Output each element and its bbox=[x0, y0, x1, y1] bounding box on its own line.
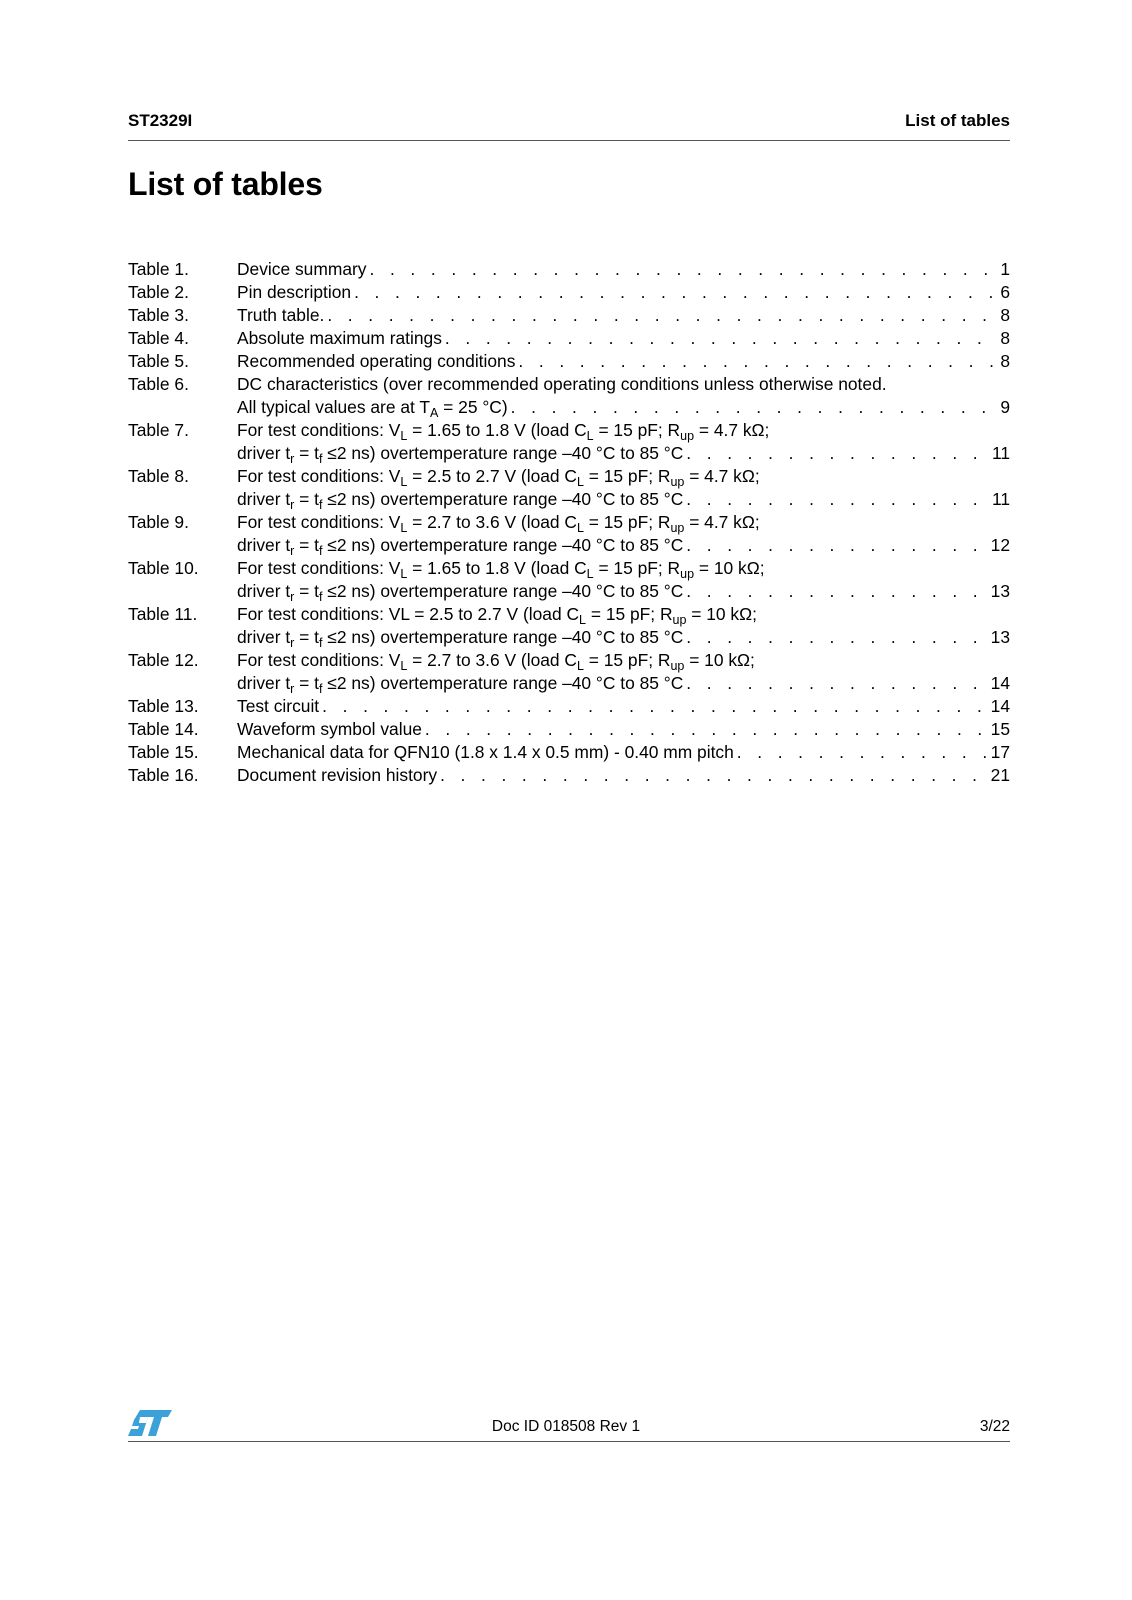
footer-doc-id: Doc ID 018508 Rev 1 bbox=[491, 1418, 641, 1435]
toc-entry-label: Table 9. bbox=[128, 512, 189, 532]
toc-entry-label: Table 8. bbox=[128, 466, 189, 486]
toc-entry-title: Waveform symbol value bbox=[237, 719, 422, 739]
toc-entry[interactable] bbox=[128, 718, 1010, 741]
toc-entry-title-line1: For test conditions: $V_L = 2.5$ to 2.7 V (load $C_L = 15$ pF; $R_{up} = 4.7$ kΩ; bbox=[237, 466, 760, 489]
toc-entry[interactable] bbox=[128, 373, 1010, 419]
dot-leader bbox=[511, 396, 998, 419]
page-title: List of tables bbox=[128, 166, 323, 202]
toc-entry-page: 13 bbox=[990, 627, 1010, 647]
toc-entry[interactable] bbox=[128, 557, 1010, 603]
toc-entry-label: Table 14. bbox=[128, 719, 199, 739]
dot-leader bbox=[686, 672, 987, 695]
dot-leader bbox=[440, 764, 988, 787]
dot-leader bbox=[686, 534, 987, 557]
toc-entry[interactable] bbox=[128, 649, 1010, 695]
dot-leader bbox=[425, 718, 988, 741]
toc-entry-page: 8 bbox=[1000, 328, 1010, 348]
toc-entry-label: Table 4. bbox=[128, 328, 189, 348]
dot-leader bbox=[518, 350, 997, 373]
dot-leader bbox=[737, 741, 988, 764]
toc-entry-title-line2: driver $t_r = t_f \le 2$ ns) overtemperature range –40 °C to 85 °C bbox=[237, 673, 684, 696]
toc-entry-label: Table 11. bbox=[128, 604, 198, 624]
toc-entry-page: 14 bbox=[990, 696, 1010, 716]
footer-page-number: 3/22 bbox=[979, 1418, 1010, 1435]
toc-entry-page: 11 bbox=[991, 443, 1010, 463]
toc-entry-page: 11 bbox=[991, 489, 1010, 509]
toc-entry-title-line2: driver $t_r = t_f \le 2$ ns) overtemperature range –40 °C to 85 °C bbox=[237, 581, 684, 604]
toc-entry-title-line2: driver $t_r = t_f \le 2$ ns) overtemperature range –40 °C to 85 °C bbox=[237, 489, 684, 512]
toc-entry-label: Table 10. bbox=[128, 558, 199, 578]
toc-entry-label: Table 1. bbox=[128, 259, 189, 279]
toc-entry-title: Document revision history bbox=[237, 765, 438, 785]
toc-entry-page: 8 bbox=[1000, 351, 1010, 371]
toc-entry-page: 6 bbox=[1000, 282, 1010, 302]
header-section-title: List of tables bbox=[905, 111, 1010, 130]
toc-entry-page: 13 bbox=[990, 581, 1010, 601]
toc-entry[interactable] bbox=[128, 764, 1010, 787]
dot-leader bbox=[354, 281, 997, 304]
toc-entry-page: 15 bbox=[990, 719, 1010, 739]
toc-entry-title: Truth table. bbox=[237, 305, 325, 325]
toc-entry[interactable] bbox=[128, 419, 1010, 465]
dot-leader bbox=[322, 695, 988, 718]
toc-entry-title-line1: For test conditions: $V_L = 1.65$ to 1.8 V (load $C_L = 15$ pF; $R_{up} = 10$ kΩ; bbox=[237, 558, 765, 581]
toc-entry-title-line1: For test conditions: $V_L = 2.7$ to 3.6 V (load $C_L = 15$ pF; $R_{up} = 10$ kΩ; bbox=[237, 650, 755, 673]
toc-entry-label: Table 12. bbox=[128, 650, 199, 670]
dot-leader bbox=[327, 304, 997, 327]
toc-entry-page: 21 bbox=[990, 765, 1010, 785]
dot-leader bbox=[686, 626, 987, 649]
toc-entry[interactable] bbox=[128, 511, 1010, 557]
toc-entry[interactable] bbox=[128, 695, 1010, 718]
toc-entry-label: Table 3. bbox=[128, 305, 189, 325]
toc-entry-page: 17 bbox=[990, 742, 1010, 762]
toc-entry[interactable] bbox=[128, 350, 1010, 373]
toc-entry-title-line1: For test conditions: VL = 2.5 to 2.7 V (load $C_L = 15$ pF; $R_{up} = 10$ kΩ; bbox=[237, 604, 757, 627]
toc-entry[interactable] bbox=[128, 304, 1010, 327]
footer-rule bbox=[128, 1441, 1010, 1442]
dot-leader bbox=[445, 327, 997, 350]
toc-entry[interactable] bbox=[128, 741, 1010, 764]
toc-entry-page: 14 bbox=[990, 673, 1010, 693]
toc-entry[interactable] bbox=[128, 603, 1010, 649]
toc-entry[interactable] bbox=[128, 465, 1010, 511]
toc-entry-label: Table 7. bbox=[128, 420, 189, 440]
header-rule bbox=[128, 140, 1010, 141]
table-of-contents bbox=[128, 258, 1010, 787]
toc-entry-title-line2: driver $t_r = t_f \le 2$ ns) overtemperature range –40 °C to 85 °C bbox=[237, 443, 684, 466]
toc-entry-title: Mechanical data for QFN10 (1.8 x 1.4 x 0.5 mm) - 0.40 mm pitch bbox=[237, 742, 734, 762]
toc-entry-page: 8 bbox=[1000, 305, 1010, 325]
header-part-number: ST2329I bbox=[128, 111, 193, 130]
toc-entry-title-line1: For test conditions: $V_L = 2.7$ to 3.6 V (load $C_L = 15$ pF; $R_{up} = 4.7$ kΩ; bbox=[237, 512, 760, 535]
toc-entry-label: Table 6. bbox=[128, 374, 189, 394]
toc-entry-label: Table 16. bbox=[128, 765, 199, 785]
toc-entry-title: Absolute maximum ratings bbox=[237, 328, 442, 348]
toc-entry-page: 1 bbox=[1000, 259, 1010, 279]
toc-entry-title-line1: For test conditions: $V_L = 1.65$ to 1.8 V (load $C_L = 15$ pF; $R_{up} = 4.7$ kΩ; bbox=[237, 420, 770, 443]
toc-entry-title-line2: driver $t_r = t_f \le 2$ ns) overtemperature range –40 °C to 85 °C bbox=[237, 627, 684, 650]
running-header bbox=[128, 111, 1010, 133]
toc-entry[interactable] bbox=[128, 258, 1010, 281]
toc-entry-label: Table 2. bbox=[128, 282, 189, 302]
dot-leader bbox=[686, 488, 989, 511]
toc-entry-label: Table 15. bbox=[128, 742, 199, 762]
toc-entry-label: Table 13. bbox=[128, 696, 199, 716]
toc-entry-title: Test circuit bbox=[237, 696, 320, 716]
toc-entry[interactable] bbox=[128, 327, 1010, 350]
toc-entry-title-line2: driver $t_r = t_f \le 2$ ns) overtemperature range –40 °C to 85 °C bbox=[237, 535, 684, 558]
toc-entry-title-line2: All typical values are at $T_A = 25$ °C) bbox=[237, 397, 508, 420]
dot-leader bbox=[686, 580, 987, 603]
toc-entry[interactable] bbox=[128, 281, 1010, 304]
toc-entry-label: Table 5. bbox=[128, 351, 189, 371]
toc-entry-page: 9 bbox=[1000, 397, 1010, 417]
dot-leader bbox=[686, 442, 989, 465]
dot-leader bbox=[370, 258, 998, 281]
toc-entry-title: Recommended operating conditions bbox=[237, 351, 516, 371]
toc-entry-title: Pin description bbox=[237, 282, 352, 302]
toc-entry-title: Device summary bbox=[237, 259, 367, 279]
toc-entry-title-line1: DC characteristics (over recommended operating conditions unless otherwise noted. bbox=[237, 374, 887, 394]
toc-entry-page: 12 bbox=[990, 535, 1010, 555]
